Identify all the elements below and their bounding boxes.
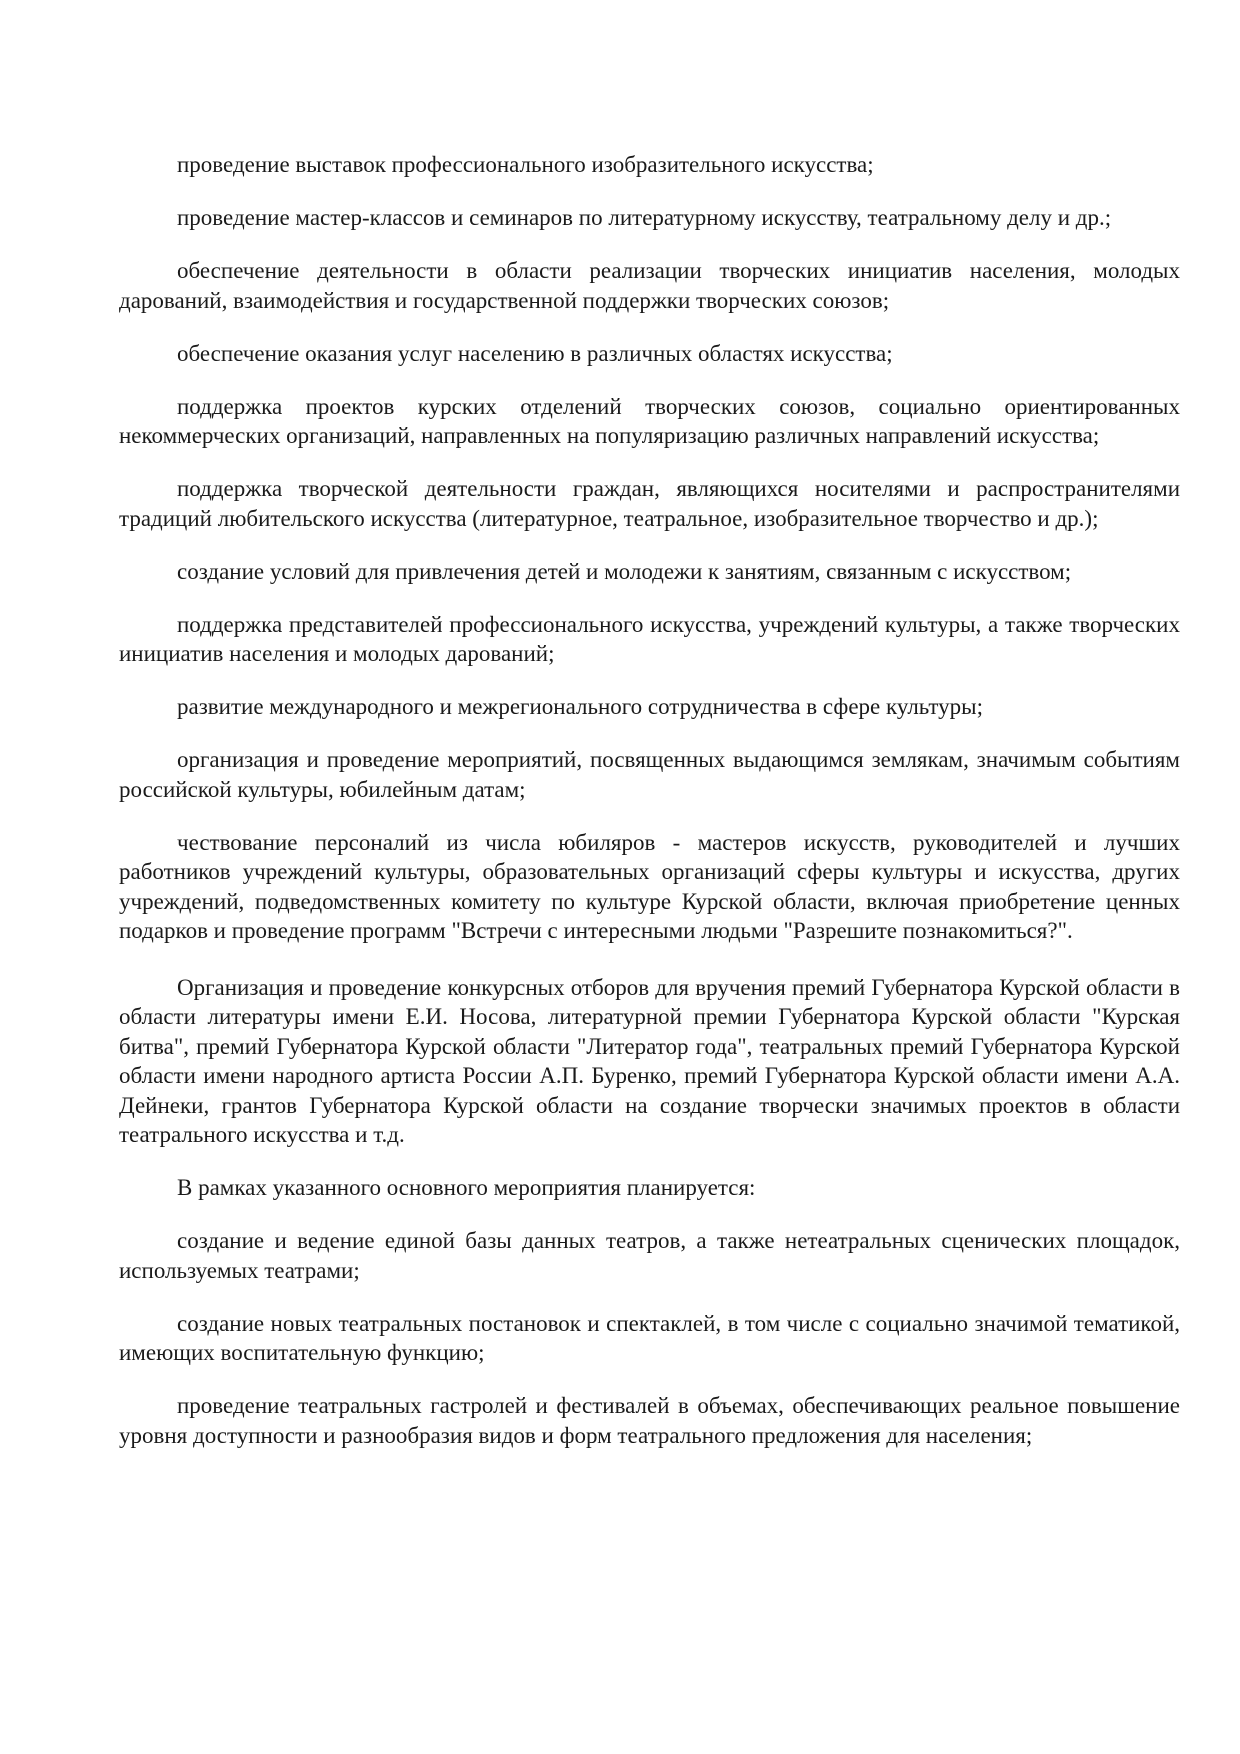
paragraph-support-projects: поддержка проектов курских отделений творческих союзов, социально ориентированных некоммерческих организаций, направленных на популяризацию различных направлений искусства; bbox=[119, 393, 1180, 448]
paragraph-children-youth: создание условий для привлечения детей и молодежи к занятиям, связанным с искусством; bbox=[177, 558, 1072, 584]
paragraph-honoring: чествование персоналий из числа юбиляров - мастеров искусств, руководителей и лучших работников учреждений культуры, образовательных организаций сферы культуры и искусства, других учреждений, подведомственных комитету по культуре Курской области, включая приобретение ценных подарков и проведение программ "Встречи с интересными людьми "Разрешите познакомиться?". bbox=[119, 829, 1180, 943]
paragraph-amateur-art: поддержка творческой деятельности граждан, являющихся носителями и распространителями традиций любительского искусства (литературное, театральное, изобразительное творчество и др.); bbox=[119, 476, 1180, 531]
paragraph-professional-art: поддержка представителей профессионального искусства, учреждений культуры, а также творческих инициатив населения и молодых дарований; bbox=[119, 611, 1180, 666]
paragraph-exhibitions: проведение выставок профессионального изобразительного искусства; bbox=[177, 152, 874, 177]
paragraph-cooperation: развитие международного и межрегионального сотрудничества в сфере культуры; bbox=[177, 694, 983, 719]
paragraph-awards: Организация и проведение конкурсных отборов для вручения премий Губернатора Курской области в области литературы имени Е.И. Носова, литературной премии Губернатора Курской области "Курская битва", премий Губернатора Курской области "Литератор года", театральных премий Губернатора Курской области имени народного артиста России А.П. Буренко, премий Губернатора Курской области имени А.А. Дейнеки, грантов Губернатора Курской области на создание творчески значимых проектов в области театрального искусства и т.д. bbox=[119, 974, 1180, 1147]
paragraph-master-classes: проведение мастер-классов и семинаров по литературному искусству, театральному делу и др.; bbox=[177, 205, 1112, 230]
document-body bbox=[119, 150, 1180, 1474]
paragraph-creative-initiatives: обеспечение деятельности в области реализации творческих инициатив населения, молодых дарований, взаимодействия и государственной поддержки творческих союзов; bbox=[119, 258, 1180, 313]
paragraph-theater-database: создание и ведение единой базы данных театров, а также нетеатральных сценических площадок, используемых театрами; bbox=[119, 1228, 1180, 1283]
paragraph-tours-festivals: проведение театральных гастролей и фестивалей в объемах, обеспечивающих реальное повышение уровня доступности и разнообразия видов и форм театрального предложения для населения; bbox=[119, 1393, 1180, 1448]
paragraph-events: организация и проведение мероприятий, посвященных выдающимся землякам, значимым событиям российской культуры, юбилейным датам; bbox=[119, 747, 1180, 802]
paragraph-services: обеспечение оказания услуг населению в различных областях искусства; bbox=[177, 340, 893, 366]
paragraph-new-productions: создание новых театральных постановок и спектаклей, в том числе с социально значимой тематикой, имеющих воспитательную функцию; bbox=[119, 1310, 1180, 1365]
paragraph-planned-intro: В рамках указанного основного мероприятия планируется: bbox=[177, 1175, 756, 1200]
